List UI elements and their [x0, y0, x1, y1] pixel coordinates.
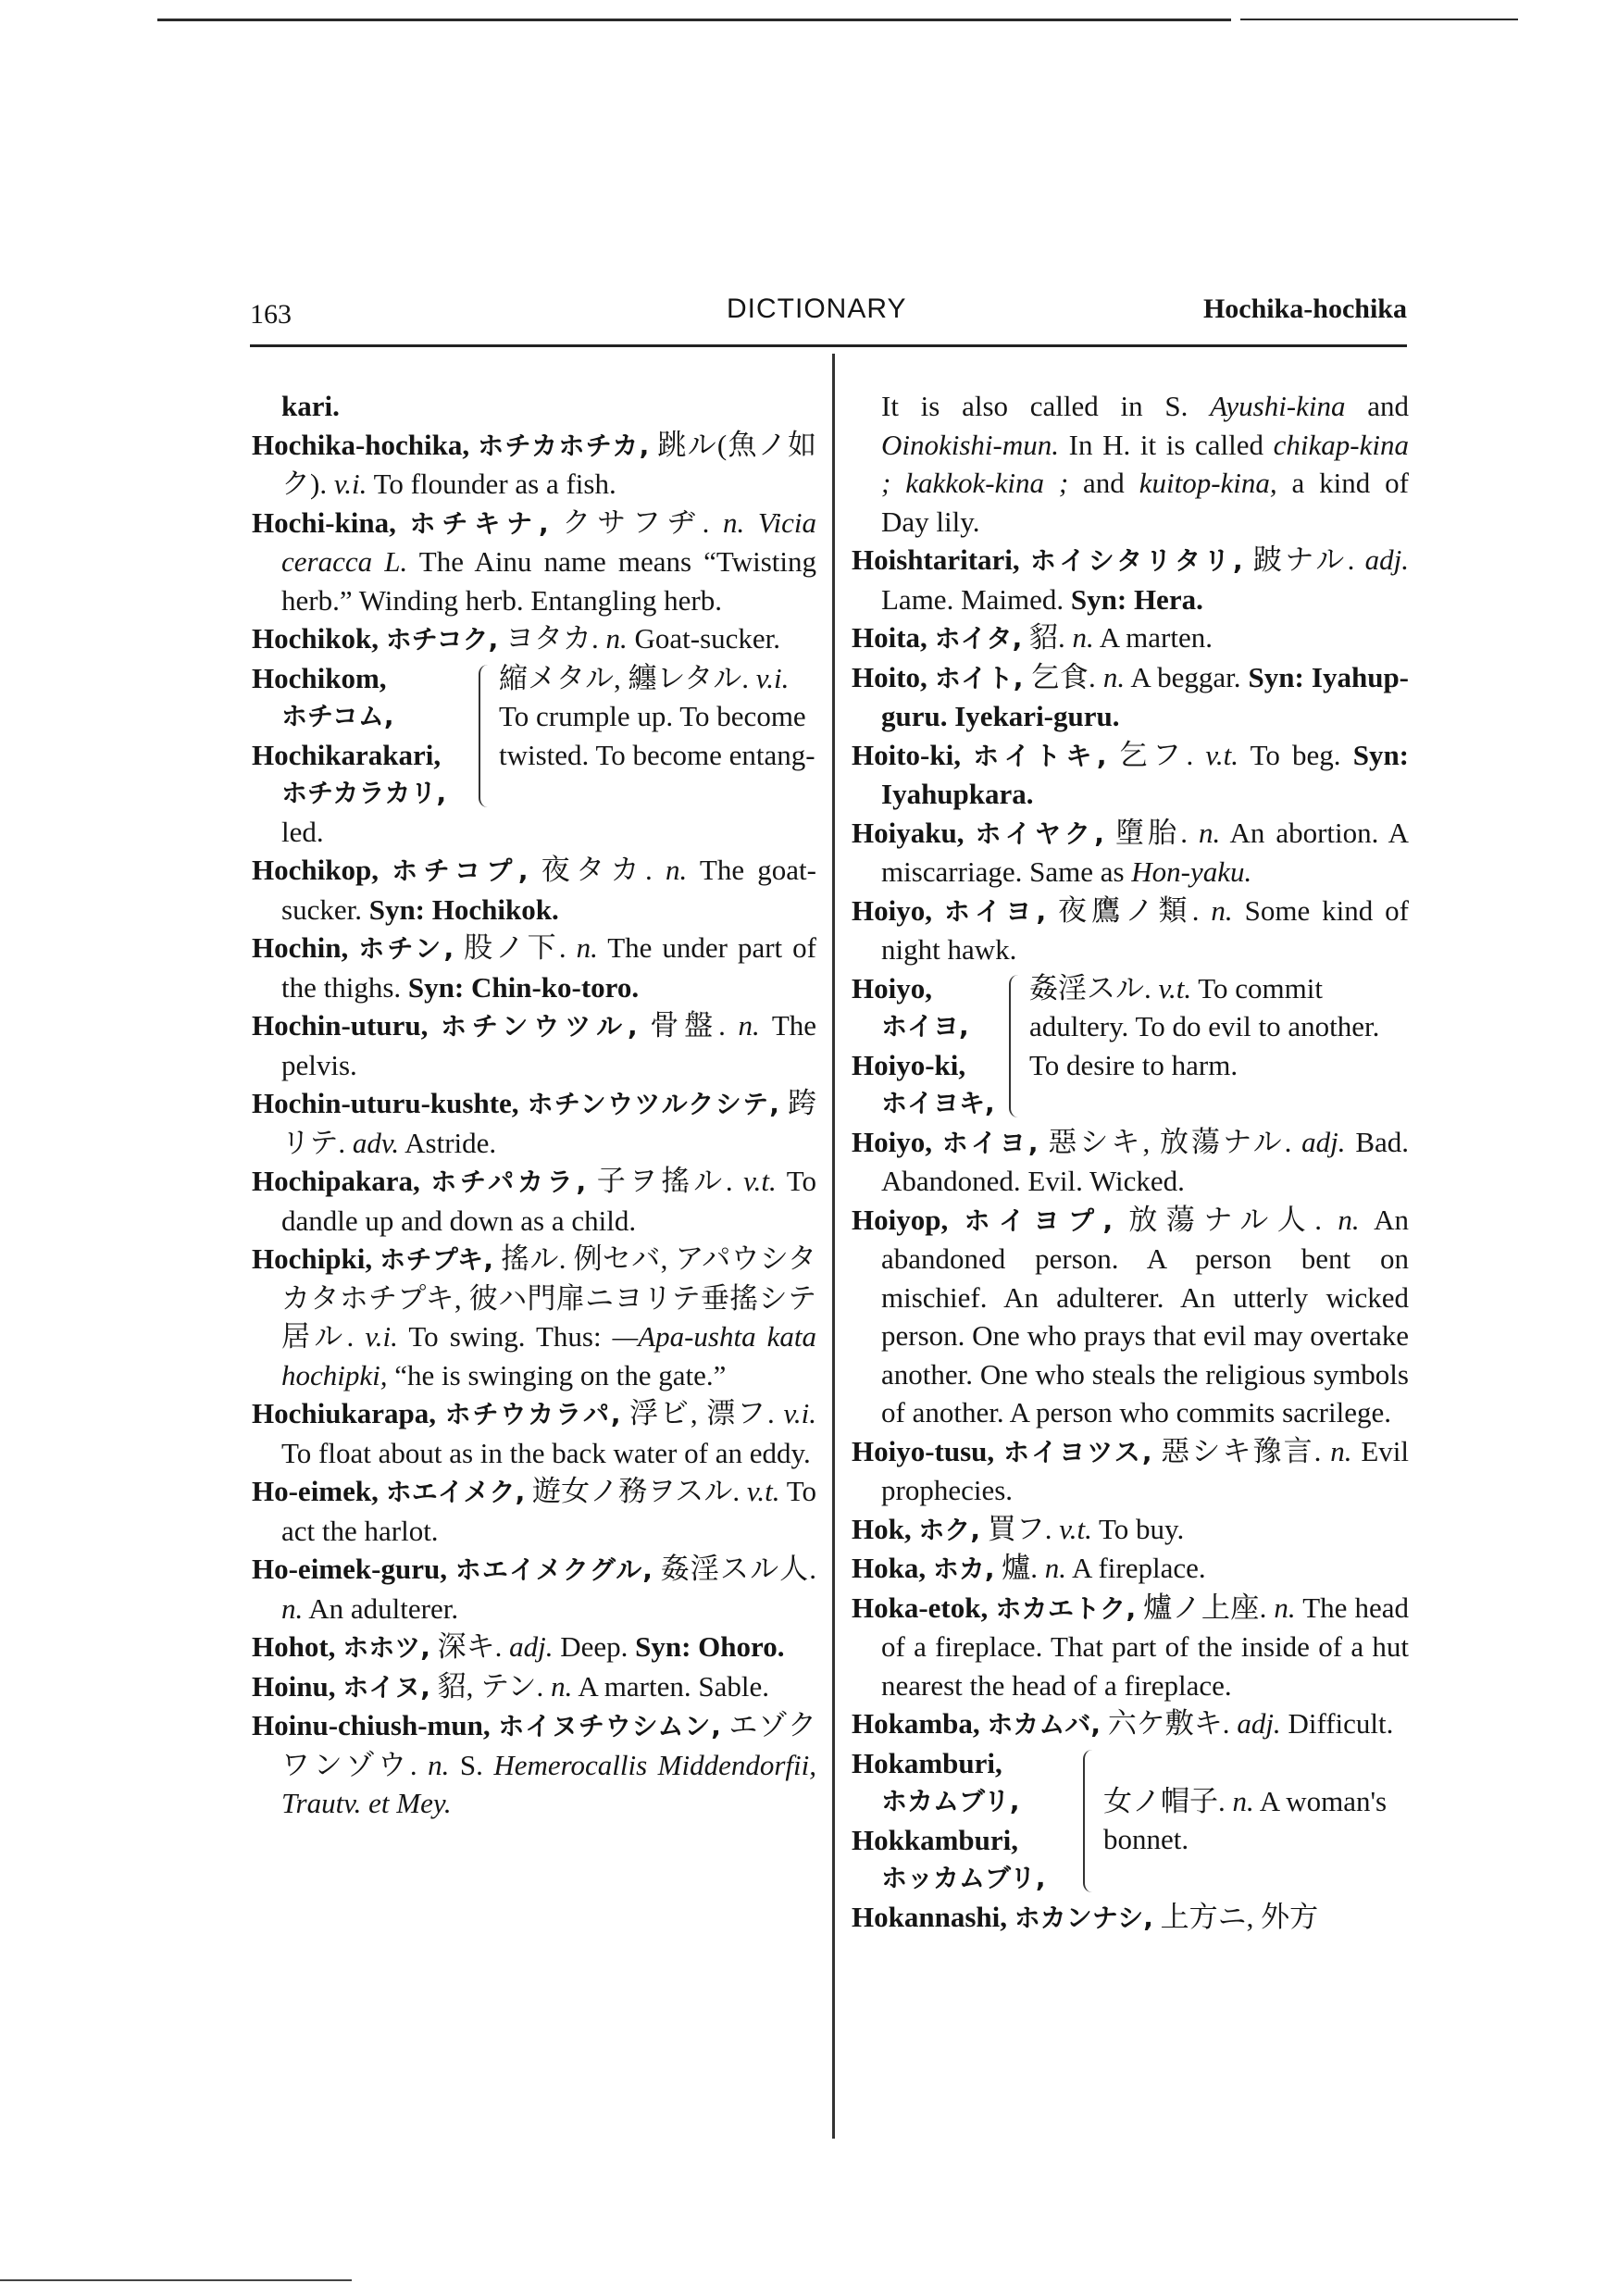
katakana: ホイヨプ,	[964, 1204, 1114, 1236]
bottom-rule	[0, 2279, 352, 2281]
definition: To flounder as a fish.	[367, 468, 616, 500]
definition: To float about as in the back water of an eddy.	[281, 1436, 811, 1469]
headword: Hoito,	[852, 660, 927, 693]
headword: Hoishtaritari,	[852, 543, 1020, 576]
headword: Hoiyaku,	[852, 816, 965, 849]
gloss-jp: 女ノ帽子.	[1103, 1784, 1233, 1817]
part-of-speech: n.	[1198, 816, 1221, 849]
running-head: Hochika-hochika	[1202, 293, 1407, 324]
headword: Hoiyo-tusu,	[852, 1434, 995, 1467]
part-of-speech: n.	[1232, 1784, 1254, 1817]
gloss-jp: 夜タカ.	[528, 854, 666, 886]
headword: Ho-eimek,	[252, 1475, 379, 1507]
grouped-entry	[252, 659, 816, 813]
gloss-jp: 子ヲ搖ル.	[586, 1165, 744, 1197]
latin-name: Vicia ceracca L.	[281, 505, 817, 578]
part-of-speech: adj.	[1301, 1125, 1346, 1158]
gloss-jp: 姦淫スル.	[1029, 971, 1159, 1004]
definition: To commit adultery. To do evil to another. To desire to harm.	[1029, 971, 1380, 1081]
definition: An adulterer.	[303, 1591, 459, 1625]
katakana: ホイヨ,	[881, 1011, 969, 1042]
katakana: ホチカホチカ,	[478, 430, 650, 461]
part-of-speech: n.	[723, 505, 745, 539]
dictionary-entry	[252, 426, 816, 504]
top-rule-right	[1240, 19, 1518, 20]
plant-name: Ayushi-kina	[1210, 390, 1346, 422]
gloss-jp: 乞食.	[1023, 660, 1103, 693]
gloss-jp: ヨタカ.	[498, 622, 606, 655]
definition: The under part of the thighs.	[281, 931, 816, 1004]
definition: Evil prophecies.	[881, 1434, 1410, 1506]
dictionary-entry	[252, 1084, 816, 1162]
part-of-speech: n.	[281, 1591, 304, 1625]
katakana: ホチンウツルクシテ,	[527, 1089, 779, 1119]
entry-continuation: kari.	[281, 390, 340, 422]
definition: To buy.	[1091, 1512, 1185, 1545]
dictionary-entry	[852, 1123, 1409, 1201]
dictionary-entry	[252, 1006, 816, 1084]
katakana: ホチキナ,	[409, 507, 549, 539]
dictionary-entry	[252, 1706, 816, 1823]
gloss-jp: 惡シキ, 放蕩ナル.	[1038, 1125, 1302, 1158]
gloss-jp: 放蕩ナル人.	[1113, 1203, 1338, 1236]
part-of-speech: n.	[428, 1748, 450, 1781]
katakana: ホチウカラパ,	[444, 1399, 621, 1429]
katakana: ホイヨキ,	[881, 1088, 995, 1118]
headword: Hochiukarapa,	[252, 1397, 436, 1429]
text: and	[1068, 467, 1139, 499]
katakana: ホイヨツス,	[1003, 1436, 1152, 1467]
headword: Hokamburi,	[852, 1746, 1002, 1779]
definition: To act the harlot.	[281, 1475, 817, 1547]
gloss-jp: 買フ.	[980, 1512, 1060, 1545]
dictionary-entry	[252, 1394, 816, 1472]
dictionary-entry	[852, 1510, 1409, 1550]
gloss-jp: 浮ビ, 漂フ.	[620, 1397, 784, 1429]
part-of-speech: adj.	[1364, 543, 1409, 576]
part-of-speech: v.t.	[743, 1165, 777, 1197]
part-of-speech: n.	[605, 622, 628, 655]
dictionary-entry	[252, 619, 816, 659]
katakana: ホカ,	[932, 1554, 995, 1584]
gloss-jp: 股ノ下.	[454, 931, 577, 964]
definition: “he is swinging on the gate.”	[387, 1358, 727, 1391]
synonym: Syn: Iyahupkara.	[881, 738, 1410, 810]
part-of-speech: n.	[1274, 1591, 1296, 1624]
gloss-jp: 惡シキ豫言.	[1151, 1434, 1331, 1467]
katakana: ホチン,	[358, 933, 454, 964]
grouped-entry	[852, 969, 1409, 1123]
part-of-speech: n.	[1044, 1552, 1066, 1584]
dictionary-entry	[252, 1667, 816, 1707]
headword: Hoiyop,	[852, 1203, 949, 1236]
left-column	[252, 387, 816, 1823]
part-of-speech: n.	[738, 1009, 760, 1042]
plant-name: Oinokishi-mun.	[881, 428, 1060, 461]
headword: Hokannashi,	[852, 1900, 1008, 1933]
headword: Ho-eimek-guru,	[252, 1553, 447, 1585]
text: It is also called in S.	[881, 390, 1211, 422]
definition: Lame. Maimed.	[881, 582, 1071, 616]
gloss-jp: 乞フ.	[1106, 738, 1206, 771]
top-rule-left	[157, 19, 1231, 21]
right-column	[852, 387, 1409, 1937]
dictionary-entry	[852, 658, 1409, 736]
katakana: ホチカラカリ,	[281, 778, 447, 808]
plant-name: chikap-kina ; kakkok-kina ;	[881, 428, 1409, 499]
part-of-speech: n.	[1102, 660, 1126, 693]
definition: Some kind of night hawk.	[881, 893, 1410, 966]
synonym: Syn: Chin-ko-toro.	[407, 970, 640, 1004]
headword: Hokamba,	[852, 1707, 980, 1740]
headword: Hochikop,	[252, 854, 379, 886]
header-rule	[250, 344, 1407, 347]
definition: A beggar.	[1125, 660, 1249, 693]
dictionary-entry	[252, 504, 816, 620]
dictionary-entry	[252, 1240, 816, 1394]
part-of-speech: n.	[551, 1669, 573, 1703]
headword: Hoka,	[852, 1552, 927, 1584]
dictionary-entry	[252, 929, 816, 1006]
dictionary-entry	[852, 618, 1409, 658]
gloss-jp: 跳ル(魚ノ如ク).	[281, 428, 817, 500]
column-divider	[832, 354, 835, 2139]
katakana: ホカムバ,	[987, 1709, 1101, 1740]
dictionary-entry	[852, 1432, 1409, 1510]
part-of-speech: n.	[1338, 1203, 1360, 1236]
synonym: Syn: Ohoro.	[635, 1630, 785, 1663]
headword: Hoiyo-ki,	[852, 1048, 966, 1081]
part-of-speech: v.i.	[365, 1320, 398, 1353]
headword: Hochin-uturu-kushte,	[252, 1087, 519, 1119]
part-of-speech: n.	[576, 931, 598, 964]
part-of-speech: v.t.	[1158, 971, 1192, 1004]
definition: Goat-sucker.	[627, 622, 781, 655]
katakana: ホエイメク,	[385, 1477, 526, 1507]
katakana: ホカエトク,	[995, 1592, 1137, 1624]
part-of-speech: v.i.	[333, 468, 367, 500]
brace	[1009, 975, 1024, 1117]
dictionary-entry	[852, 1201, 1409, 1432]
gloss-jp: エゾクワンゾウ.	[281, 1709, 816, 1781]
headword: Hochika-hochika,	[252, 428, 470, 461]
gloss-jp: 爐.	[994, 1552, 1045, 1584]
part-of-speech: n.	[666, 854, 688, 886]
headword: Hochikok,	[252, 622, 379, 655]
katakana: ホイヌ,	[342, 1671, 430, 1703]
dictionary-entry	[252, 1472, 816, 1550]
part-of-speech: adj.	[1237, 1707, 1281, 1740]
synonym: Syn: Hochikok.	[368, 892, 559, 926]
definition: To dandle up and down as a child.	[281, 1165, 817, 1237]
dictionary-entry	[852, 1549, 1409, 1589]
gloss-jp: 骨盤.	[637, 1009, 739, 1042]
headword: Hoka-etok,	[852, 1591, 989, 1624]
headword: Hoito-ki,	[852, 738, 961, 771]
dictionary-entry	[252, 851, 816, 929]
definition: The goat-sucker.	[281, 854, 816, 926]
katakana: ホチンウツル,	[441, 1011, 638, 1042]
text: a kind of Day lily.	[881, 467, 1409, 538]
gloss-jp: 跛ナル.	[1242, 543, 1365, 576]
headword: Hochikarakari,	[252, 738, 442, 771]
gloss-jp: 貂, テン.	[429, 1669, 552, 1703]
headword: Hochi-kina,	[252, 505, 396, 539]
cross-reference: Hon-yaku.	[1131, 855, 1252, 888]
example-phrase: —Apa-ushta kata hochipki,	[281, 1320, 817, 1391]
definition: To swing. Thus:	[397, 1320, 613, 1353]
definition: S.	[449, 1748, 483, 1781]
text: and	[1345, 390, 1410, 422]
part-of-speech: n.	[1211, 893, 1233, 927]
headword: Hochikom,	[252, 661, 387, 694]
headword: Hohot,	[252, 1630, 336, 1663]
katakana: ホチプキ,	[380, 1244, 494, 1275]
definition: The Ainu name means “Twisting herb.” Winding herb. Entangling herb.	[281, 545, 816, 617]
dictionary-entry	[852, 892, 1409, 969]
headword: Hok,	[852, 1512, 912, 1545]
dictionary-entry	[852, 814, 1409, 892]
katakana: ホッカムブリ,	[881, 1863, 1046, 1893]
definition: A fireplace.	[1066, 1552, 1206, 1584]
definition: Bad. Abandoned. Evil. Wicked.	[881, 1125, 1410, 1197]
entry-continuation	[881, 387, 1409, 541]
katakana: ホイト,	[934, 662, 1024, 693]
katakana: ホカンナシ,	[1014, 1902, 1153, 1933]
text: In H. it is called	[1059, 428, 1274, 461]
part-of-speech: n.	[1330, 1434, 1352, 1467]
definition: Deep.	[553, 1630, 636, 1663]
headword: Hochin-uturu,	[252, 1009, 429, 1042]
part-of-speech: adj.	[509, 1630, 554, 1663]
katakana: ホク,	[918, 1514, 980, 1545]
latin-name: Hemerocallis Middendorfii, Trautv. et Mey.	[281, 1748, 817, 1819]
part-of-speech: n.	[1072, 621, 1094, 654]
headword: Hochipki,	[252, 1242, 373, 1275]
katakana: ホイシタリタリ,	[1029, 545, 1243, 576]
dictionary-entry	[852, 1898, 1409, 1938]
dictionary-entry	[252, 1162, 816, 1240]
katakana: ホイヨ,	[943, 895, 1047, 927]
dictionary-entry	[852, 1589, 1409, 1705]
headword: Hoiyo,	[852, 1125, 932, 1158]
katakana: ホイヤク,	[975, 817, 1104, 849]
synonym: Syn: Hera.	[1070, 582, 1203, 616]
brace	[1083, 1750, 1098, 1892]
dictionary-entry	[252, 1550, 816, 1628]
part-of-speech: adv.	[352, 1126, 400, 1159]
definition: The pelvis.	[281, 1009, 817, 1081]
definition: The head of a fireplace. That part of the inside of a hut nearest the head of a fireplace.	[881, 1591, 1410, 1702]
gloss-jp: 六ケ敷キ.	[1101, 1707, 1238, 1740]
headword: Hoiyo,	[852, 971, 932, 1004]
katakana: ホチコム,	[281, 701, 394, 731]
headword: Hochipakara,	[252, 1165, 420, 1197]
gloss-jp: 深キ.	[429, 1630, 510, 1663]
definition: Astride.	[399, 1126, 497, 1159]
definition: A marten.	[1093, 621, 1213, 654]
gloss-jp: 跨リテ.	[281, 1087, 816, 1159]
plant-name: kuitop-kina,	[1139, 467, 1277, 499]
gloss-jp: 縮メタル, 纏レタル.	[499, 661, 750, 694]
katakana: ホイヌチウシムン,	[498, 1711, 721, 1741]
katakana: ホイヨ,	[941, 1127, 1039, 1158]
definition: An abortion. A miscarriage. Same as	[881, 816, 1410, 888]
brace	[479, 665, 493, 807]
entry-continuation: led.	[281, 815, 324, 848]
katakana: ホチパカラ,	[430, 1167, 587, 1197]
dictionary-entry	[252, 1628, 816, 1667]
gloss-jp: 夜鷹ノ類.	[1046, 893, 1212, 927]
page-number: 163	[250, 299, 292, 330]
page-header	[250, 292, 1407, 338]
grouped-entry	[852, 1744, 1409, 1898]
part-of-speech: v.t.	[746, 1475, 780, 1507]
gloss-jp: クサフヂ.	[548, 505, 724, 539]
definition: A woman's bonnet.	[1103, 1784, 1388, 1855]
gloss-jp: 姦淫スル人.	[652, 1553, 816, 1585]
headword: Hokkamburi,	[852, 1823, 1019, 1856]
katakana: ホカムブリ,	[881, 1786, 1020, 1816]
part-of-speech: v.t.	[1205, 738, 1238, 771]
gloss-jp: 爐ノ上座.	[1136, 1591, 1275, 1624]
katakana: ホエイメクグル,	[454, 1554, 653, 1585]
gloss-jp: 搖ル. 例セバ, アパウシタカタホチプキ, 彼ハ門扉ニヨリテ垂搖シテ居ル.	[281, 1242, 817, 1353]
gloss-jp: 貂.	[1022, 621, 1073, 654]
definition: Difficult.	[1280, 1707, 1394, 1740]
headword: Hoiyo,	[852, 893, 932, 927]
part-of-speech: v.i.	[783, 1397, 817, 1429]
dictionary-entry	[852, 1704, 1409, 1744]
definition: A marten. Sable.	[572, 1669, 769, 1703]
definition: To beg.	[1238, 738, 1353, 771]
part-of-speech: v.i.	[755, 661, 790, 694]
dictionary-entry	[852, 736, 1409, 814]
headword: Hoinu,	[252, 1669, 336, 1703]
headword: Hoita,	[852, 621, 927, 654]
headword: Hochin,	[252, 931, 349, 964]
gloss-jp: 上方ニ, 外方	[1152, 1900, 1319, 1933]
dictionary-entry	[852, 541, 1409, 618]
gloss-jp: 遊女ノ務ヲスル.	[525, 1475, 747, 1507]
page-title: DICTIONARY	[727, 293, 907, 324]
katakana: ホイタ,	[934, 623, 1023, 654]
katakana: ホホツ,	[342, 1632, 430, 1663]
katakana: ホイトキ,	[973, 740, 1107, 771]
headword: Hoinu-chiush-mun,	[252, 1709, 491, 1741]
gloss-jp: 墮胎.	[1103, 816, 1199, 849]
katakana: ホチコプ,	[392, 855, 529, 886]
synonym: Syn: Iyahup-guru. Iyekari-guru.	[881, 660, 1410, 732]
katakana: ホチコク,	[385, 624, 499, 655]
part-of-speech: v.t.	[1059, 1512, 1092, 1545]
definition: An abandoned person. A person bent on mischief. An adulterer. An utterly wicked person. One who prays that evil may overtake another. One who steals the religious symbols of another. A person who commits sacrilege.	[881, 1203, 1409, 1429]
definition: To crumple up. To become twisted. To become entang-	[499, 700, 815, 771]
